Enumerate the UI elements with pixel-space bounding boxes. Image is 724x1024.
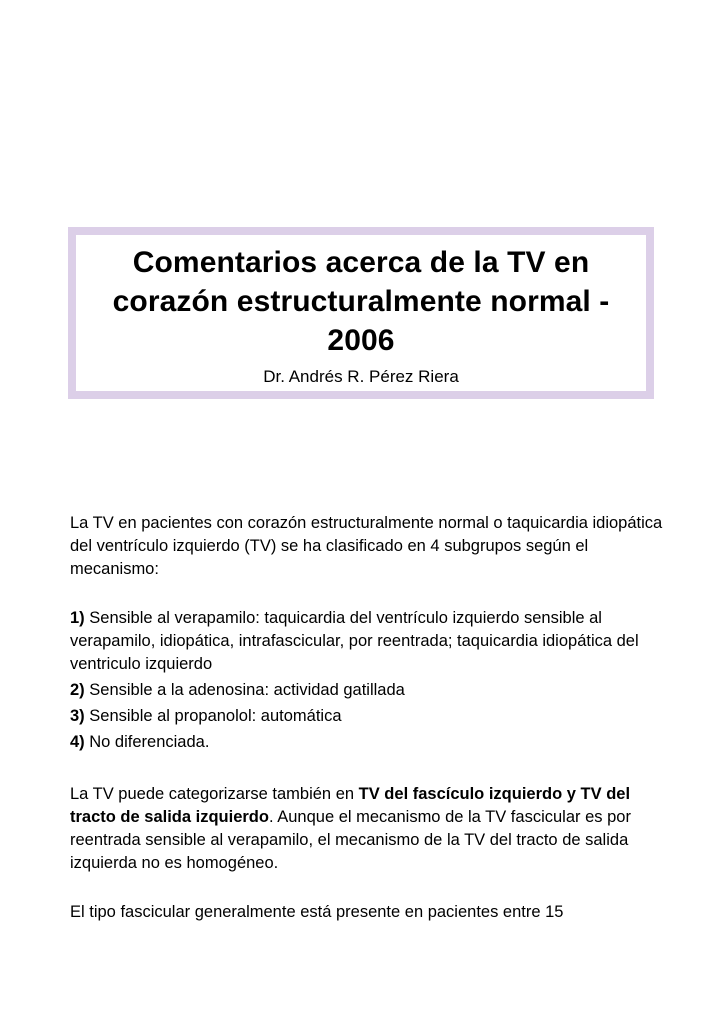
- list-item-number: 1): [70, 609, 85, 627]
- page-title: Comentarios acerca de la TV en corazón estructuralmente normal - 2006: [112, 246, 610, 357]
- list-item-number: 3): [70, 707, 85, 725]
- classification-text-end: . Aunque el mecanismo de la TV fascicular es por reentrada sensible al verapamilo, el mecanismo de la TV del tracto de salida izquierda no es homogéneo.: [70, 808, 631, 872]
- list-item: [70, 705, 670, 728]
- spacer: [70, 875, 670, 901]
- classification-bold-text: TV del fascículo izquierdo y TV del tracto de salida izquierdo: [70, 785, 631, 826]
- list-item: [70, 607, 670, 676]
- spacer: [70, 581, 670, 607]
- fascicular-paragraph: El tipo fascicular generalmente está presente en pacientes entre 15: [70, 903, 564, 921]
- intro-paragraph: La TV en pacientes con corazón estructuralmente normal o taquicardia idiopática del ventrículo izquierdo (TV) se ha clasificado en 4 subgrupos según el mecanismo:: [70, 514, 663, 578]
- list-item: [70, 679, 670, 702]
- list-item-text: No diferenciada.: [84, 733, 210, 751]
- list-item-text: Sensible al propanolol: automática: [84, 707, 342, 725]
- spacer: [70, 757, 670, 783]
- mechanism-list: [70, 607, 670, 754]
- title-box: [68, 227, 654, 399]
- list-item-number: 4): [70, 733, 85, 751]
- author: Dr. Andrés R. Pérez Riera: [263, 367, 459, 386]
- list-item: [70, 731, 670, 754]
- body-text: [70, 512, 670, 924]
- classification-paragraph: [70, 783, 670, 875]
- list-item-text: Sensible al verapamilo: taquicardia del ventrículo izquierdo sensible al verapamilo, idiopática, intrafascicular, por reentrada; taquicardia idiopática del ventriculo izquierdo: [70, 609, 639, 673]
- list-item-text: Sensible a la adenosina: actividad gatillada: [84, 681, 405, 699]
- list-item-number: 2): [70, 681, 85, 699]
- classification-text-start: La TV puede categorizarse también en: [70, 785, 359, 803]
